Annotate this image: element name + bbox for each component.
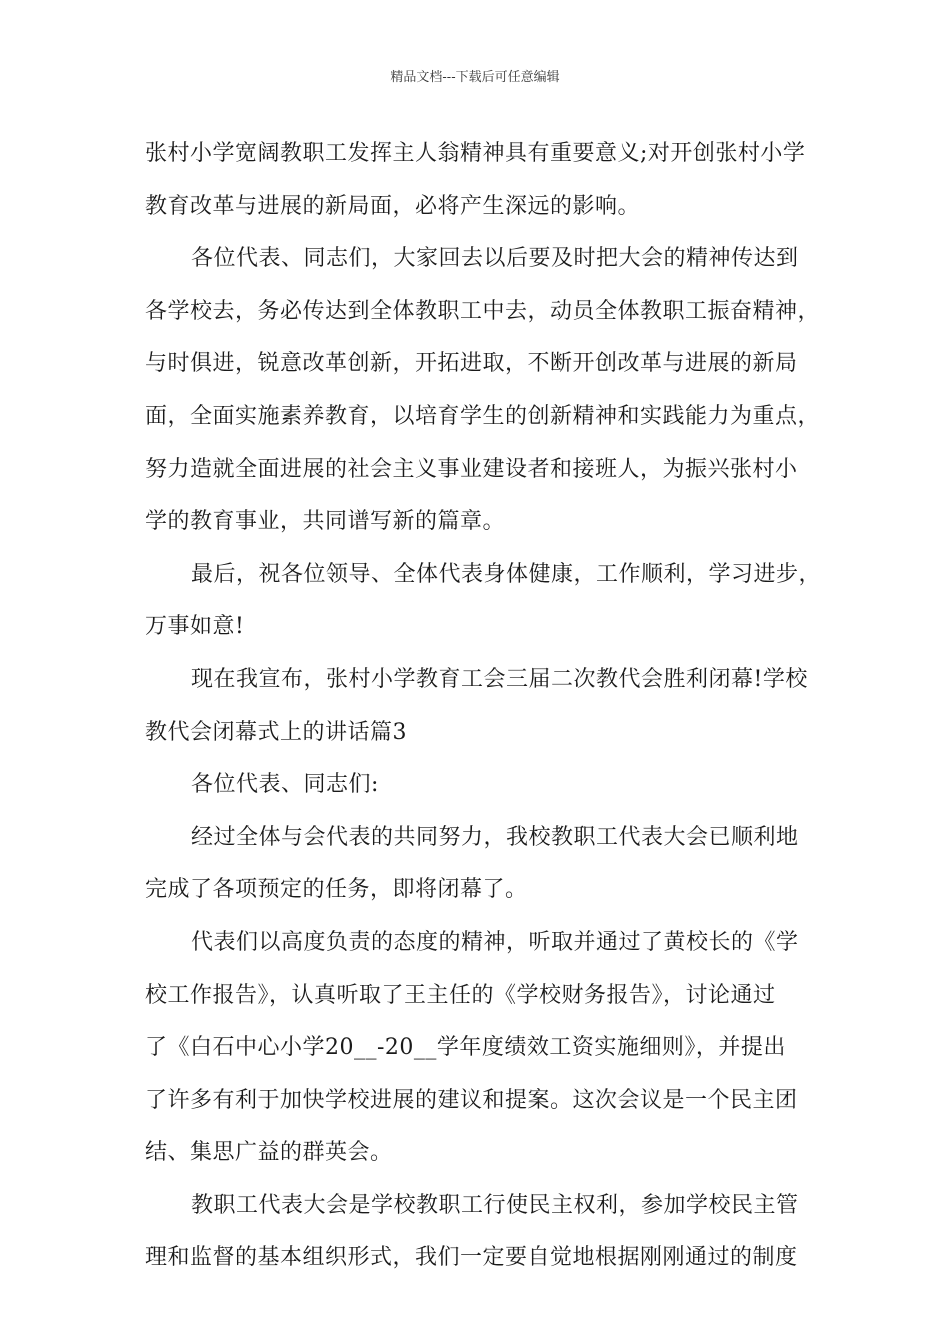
text-line: 与时俱进，锐意改革创新，开拓进取，不断开创改革与进展的新局 [145,351,798,377]
text-line: 面，全面实施素养教育，以培育学生的创新精神和实践能力为重点， [145,403,821,429]
text-line: 各位代表、同志们，大家回去以后要及时把大会的精神传达到 [191,246,799,272]
text-line: 教代会闭幕式上的讲话篇3 [145,719,407,745]
document-body [145,128,822,1285]
text-line: 教育改革与进展的新局面，必将产生深远的影响。 [145,193,641,219]
text-line: 教职工代表大会是学校教职工行使民主权利，参加学校民主管 [191,1192,799,1218]
text-line: 万事如意! [145,614,245,640]
page-header: 精品文档---下载后可任意编辑 [390,70,560,85]
text-line: 学的教育事业，共同谱写新的篇章。 [145,509,506,535]
text-line: 最后，祝各位领导、全体代表身体健康，工作顺利，学习进步， [191,561,822,587]
text-line: 了许多有利于加快学校进展的建议和提案。这次会议是一个民主团 [145,1087,798,1113]
text-line: 现在我宣布，张村小学教育工会三届二次教代会胜利闭幕!学校 [191,666,808,692]
text-line: 努力造就全面进展的社会主义事业建设者和接班人，为振兴张村小 [145,456,798,482]
text-line: 了《白石中心小学20__-20__学年度绩效工资实施细则》，并提出 [145,1035,786,1061]
text-line: 张村小学宽阔教职工发挥主人翁精神具有重要意义;对开创张村小学 [145,141,806,166]
text-line: 各学校去，务必传达到全体教职工中去，动员全体教职工振奋精神， [145,298,821,324]
text-line: 完成了各项预定的任务，即将闭幕了。 [145,877,528,903]
text-line: 经过全体与会代表的共同努力，我校教职工代表大会已顺利地 [191,824,799,850]
text-line: 校工作报告》，认真听取了王主任的《学校财务报告》，讨论通过 [145,982,776,1008]
text-line: 各位代表、同志们: [191,772,379,798]
text-line: 代表们以高度负责的态度的精神，听取并通过了黄校长的《学 [191,929,799,955]
text-line: 结、集思广益的群英会。 [145,1140,393,1166]
text-line: 理和监督的基本组织形式，我们一定要自觉地根据刚刚通过的制度 [145,1245,798,1271]
